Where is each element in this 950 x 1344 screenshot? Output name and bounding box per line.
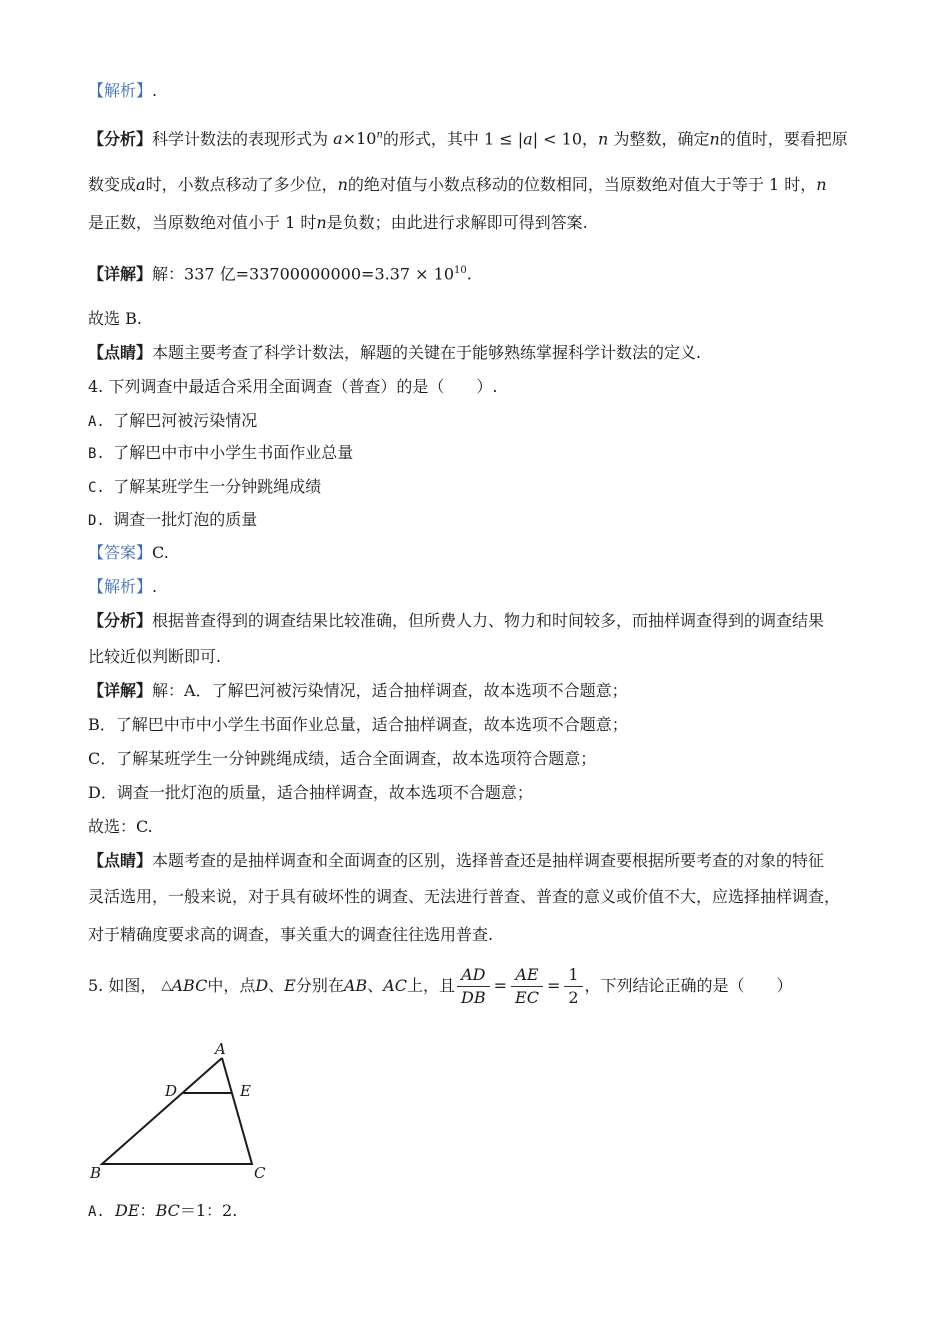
jiexi-tag: 【解析】 [88, 81, 153, 100]
exp-n: n [376, 130, 383, 141]
xiangjie-end: . [466, 264, 472, 284]
fraction-ae-ec [511, 964, 543, 1009]
q4-option-c [88, 476, 321, 499]
fenxi-text: 是负数；由此进行求解即可得到答案. [326, 213, 588, 232]
fenxi-text: 的形式，其中 [382, 129, 479, 149]
dianjing-text: 本题考查的是抽样调查和全面调查的区别，选择普查还是抽样调查要根据所要考查的对象的特征 [152, 851, 825, 870]
label-a: A [215, 1040, 226, 1058]
fenxi-text: 根据普查得到的调查结果比较准确，但所费人力、物力和时间较多，而抽样调查得到的调查结果 [152, 611, 825, 630]
formula-exponent: 10 [454, 265, 467, 276]
q4-fenxi-line-1 [88, 610, 824, 632]
var-n: n [816, 175, 827, 194]
jiexi-end: . [152, 81, 158, 100]
segment-ab: AB [343, 976, 368, 995]
formula-inequality [484, 129, 582, 148]
point-d: D [255, 976, 269, 995]
q4-jiexi-line [88, 576, 157, 598]
var-n: n [316, 213, 327, 232]
q4-xiangjie-line-2: B．了解巴中市中小学生书面作业总量，适合抽样调查，故本选项不合题意； [88, 715, 628, 734]
q4-dianjing-line-1 [88, 850, 824, 872]
option-letter: B. [88, 446, 105, 462]
triangle-name: ABC [171, 976, 208, 995]
jiexi-end: . [152, 577, 158, 596]
fenxi-text: 的值时，要看把原 [719, 129, 848, 149]
option-letter: A. [88, 1204, 105, 1220]
ineq-left: 1 ≤ | [484, 129, 524, 149]
option-text: 调查一批灯泡的质量 [113, 510, 258, 529]
frac-den: EC [515, 987, 539, 1007]
q4-xiangjie-line-1 [88, 680, 628, 702]
var-a: a [333, 129, 343, 149]
q5-text: 、 [367, 976, 384, 995]
dianjing-tag: 【点睛】 [88, 343, 153, 362]
ratio-sep: ： [139, 1201, 156, 1220]
option-letter: A. [88, 414, 105, 430]
xiangjie-tag: 【详解】 [88, 264, 153, 284]
fraction-one-half [564, 964, 582, 1009]
q4-fenxi-line-2: 比较近似判断即可. [88, 647, 222, 666]
option-letter: C. [88, 480, 105, 496]
option-text: 了解某班学生一分钟跳绳成绩 [113, 477, 322, 496]
label-b: B [90, 1164, 102, 1182]
ineq-right: | < 10 [532, 129, 583, 149]
fenxi-line-2 [88, 174, 827, 196]
segment-bc-text: BC [155, 1201, 180, 1220]
q4-xiangjie-line-3: C．了解某班学生一分钟跳绳成绩，适合全面调查，故本选项符合题意； [88, 749, 597, 768]
xiangjie-text: 解：337 亿=33700000000= [152, 264, 375, 284]
frac-den: 2 [568, 987, 579, 1007]
dianjing-tag: 【点睛】 [88, 851, 153, 870]
fenxi-tag: 【分析】 [88, 129, 153, 149]
guxuan-line: 故选 B. [88, 309, 142, 328]
fenxi-text: 时，小数点移动了多少位， [145, 175, 338, 194]
ineq-var: a [523, 129, 533, 149]
label-d: D [165, 1082, 178, 1100]
frac-num: 1 [564, 964, 582, 987]
q5-text: ，下列结论正确的是（ ） [584, 976, 793, 995]
label-c: C [254, 1164, 266, 1182]
jiexi-line-1 [88, 80, 157, 102]
fenxi-text: 数变成 [88, 175, 137, 194]
q5-text: 分别在 [295, 976, 344, 995]
fenxi-line-1 [88, 125, 848, 150]
dianjing-text: 本题主要考查了科学计数法，解题的关键在于能够熟练掌握科学计数法的定义. [152, 343, 702, 362]
var-n: n [337, 175, 348, 194]
fenxi-text: 为整数，确定 [608, 129, 710, 149]
xiangjie-text: 解：A．了解巴河被污染情况，适合抽样调查，故本选项不合题意； [152, 681, 628, 700]
q4-dianjing-line-3: 对于精确度要求高的调查，事关重大的调查往往选用普查. [88, 925, 494, 944]
fenxi-text: 科学计数法的表现形式为 [152, 129, 329, 149]
segment-de-text: DE [115, 1201, 140, 1220]
triangle-symbol: △ [161, 978, 172, 993]
option-text: 了解巴中市中小学生书面作业总量 [113, 443, 354, 462]
q4-option-b [88, 442, 353, 465]
formula-result: 3.37 × 10 [374, 264, 454, 284]
fraction-ad-db [457, 964, 490, 1009]
formula-sci-notation [333, 129, 383, 148]
answer-value: C. [152, 543, 169, 562]
dianjing-line [88, 342, 701, 364]
q5-stem [88, 956, 793, 1016]
q4-stem: 4. 下列调查中最适合采用全面调查（普查）的是（ ）. [88, 377, 498, 396]
option-letter: D. [88, 513, 105, 529]
answer-tag: 【答案】 [88, 543, 153, 562]
xiangjie-tag: 【详解】 [88, 681, 153, 700]
var-n: n [709, 129, 720, 149]
frac-den: DB [461, 987, 486, 1007]
ratio-rest: ＝1：2. [179, 1201, 238, 1220]
xiangjie-line [88, 260, 472, 285]
triangle-outline [102, 1058, 252, 1164]
times-ten: ×10 [342, 129, 377, 149]
q4-option-a [88, 410, 257, 433]
segment-ac: AC [383, 976, 407, 995]
equals-sign: = [493, 976, 508, 995]
q5-text: 中，点 [207, 976, 256, 995]
jiexi-tag: 【解析】 [88, 577, 153, 596]
triangle-figure [80, 1036, 300, 1186]
q4-xiangjie-line-4: D．调查一批灯泡的质量，适合抽样调查，故本选项不合题意； [88, 783, 533, 802]
fenxi-tag: 【分析】 [88, 611, 153, 630]
fenxi-text: 的绝对值与小数点移动的位数相同，当原数绝对值大于等于 1 时， [347, 175, 817, 194]
q5-text: 、 [268, 976, 285, 995]
fenxi-line-3 [88, 212, 588, 234]
q4-guxuan-line: 故选：C. [88, 817, 153, 836]
var-a: a [136, 175, 146, 194]
fenxi-text: ， [582, 129, 599, 149]
q4-dianjing-line-2: 灵活选用，一般来说，对于具有破坏性的调查、无法进行普查、普查的意义或价值不大，应选择抽样调查， [88, 887, 841, 906]
q4-answer-line [88, 542, 169, 564]
equals-sign: = [546, 976, 561, 995]
q5-text: 上，且 [407, 976, 456, 995]
var-n: n [598, 129, 609, 149]
frac-num: AE [511, 964, 543, 987]
frac-num: AD [457, 964, 490, 987]
q5-option-a [88, 1200, 237, 1223]
q5-text: 5. 如图， [88, 976, 157, 995]
fenxi-text: 是正数，当原数绝对值小于 1 时 [88, 213, 317, 232]
q4-option-d [88, 509, 257, 532]
label-e: E [240, 1082, 251, 1100]
option-text: 了解巴河被污染情况 [113, 411, 258, 430]
point-e: E [284, 976, 296, 995]
